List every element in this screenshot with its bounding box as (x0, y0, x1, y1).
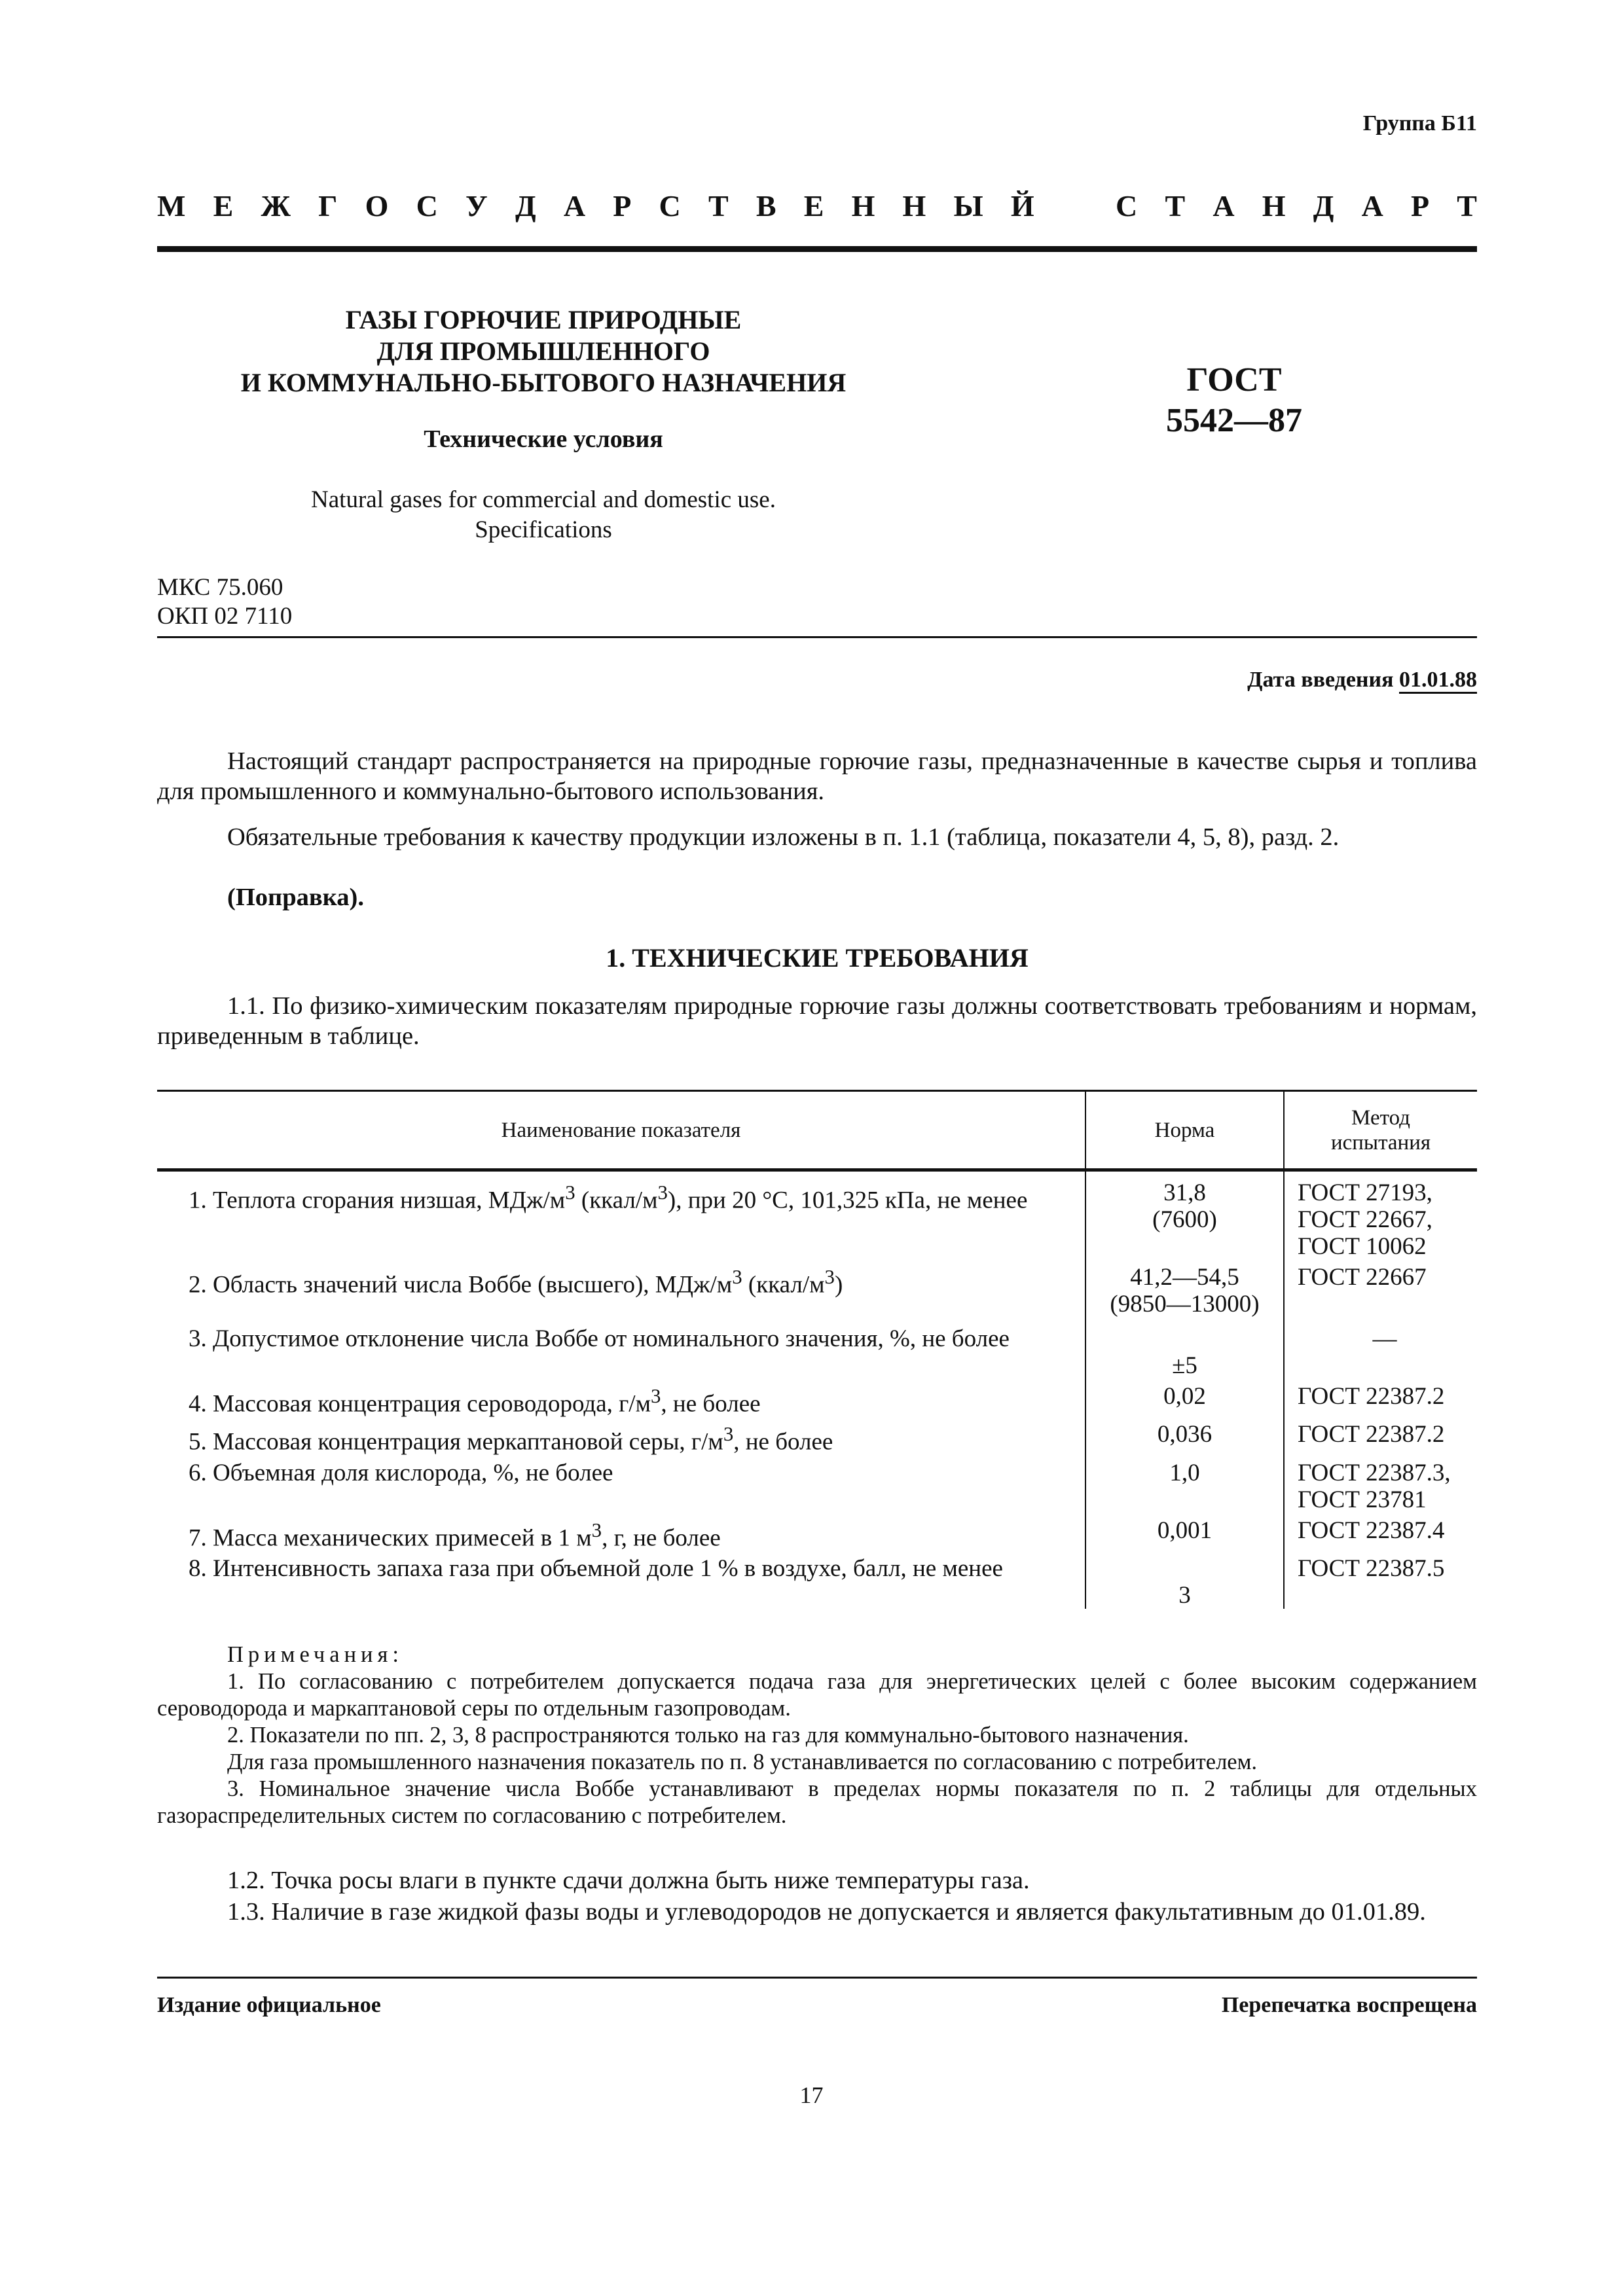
note-2b: Для газа промышленного назначения показатель по п. 8 устанавливается по согласованию с потребителем. (227, 1749, 1258, 1774)
footer-rule (157, 1977, 1477, 1979)
word-gap (1062, 188, 1088, 223)
subtitle: Технические условия (424, 425, 663, 453)
clause-1-2 (157, 1865, 1477, 1895)
note-2a: 2. Показатели по пп. 2, 3, 8 распространяются только на газ для коммунально-бытового назначения. (227, 1723, 1189, 1748)
section-1-title: 1. ТЕХНИЧЕСКИЕ ТРЕБОВАНИЯ (606, 943, 1029, 973)
title-line-2: ДЛЯ ПРОМЫШЛЕННОГО (376, 336, 710, 366)
letter: Н (851, 189, 875, 223)
row-4-name: 4. Массовая концентрация сероводорода, $г/м^3$, не более (157, 1379, 1085, 1417)
table-row (157, 1260, 1477, 1318)
table-header-row (157, 1091, 1477, 1170)
intro-paragraph-1 (157, 746, 1477, 806)
codes-rule (157, 636, 1477, 638)
okp-code: ОКП 02 7110 (157, 603, 293, 630)
gost-number: 5542—87 (1166, 402, 1302, 439)
letter: Ж (261, 189, 291, 223)
row-3-norm: ±5 (1085, 1318, 1284, 1379)
intro-p2-text: Обязательные требования к качеству продукции изложены в п. 1.1 (таблица, показатели 4, 5, 8), разд. 2. (227, 823, 1340, 851)
letter: А (1361, 189, 1383, 223)
letter: В (756, 189, 776, 223)
header-method-line-1: Метод (1351, 1105, 1410, 1130)
reprint-prohibited: Перепечатка воспрещена (1221, 1993, 1477, 2017)
letter: Н (902, 189, 926, 223)
row-5-name: 5. Массовая концентрация меркаптановой серы, $г/м^3$, не более (157, 1417, 1085, 1455)
row-2-norm: 41,2—54,5 (9850—13000) (1085, 1260, 1284, 1318)
letter: Д (1313, 189, 1334, 223)
row-4-method: ГОСТ 22387.2 (1298, 1383, 1445, 1410)
intro-p3-text: (Поправка). (227, 884, 364, 911)
row-5-norm: 0,036 (1085, 1417, 1284, 1455)
classification-codes (157, 573, 292, 631)
page-number: 17 (799, 2082, 824, 2108)
intro-p1-text: Настоящий стандарт распространяется на природные горючие газы, предназначенные в качестве сырья и топлива для промышленного и коммунально-бытового использования. (157, 747, 1477, 805)
row-8-method: ГОСТ 22387.5 (1298, 1554, 1445, 1582)
clause-1-1-text: 1.1. По физико-химическим показателям природные горючие газы должны соответствовать требованиям и нормам, приведенным в таблице. (157, 992, 1477, 1050)
row-8-norm: 3 (1085, 1551, 1284, 1609)
row-1-norm: 31,8 (7600) (1085, 1170, 1284, 1261)
row-6-method: ГОСТ 22387.3, ГОСТ 23781 (1298, 1459, 1451, 1513)
table-row (157, 1513, 1477, 1551)
letter: Т (708, 189, 729, 223)
introduction-date (1247, 668, 1477, 692)
letter: А (563, 189, 586, 223)
header-indicator: Наименование показателя (157, 1091, 1085, 1170)
letter: Т (1165, 189, 1186, 223)
letter: Р (613, 189, 632, 223)
header-norm: Норма (1085, 1091, 1284, 1170)
notes-header: Примечания: (227, 1642, 403, 1667)
letter: Р (1410, 189, 1430, 223)
clause-1-3 (157, 1897, 1477, 1927)
row-2-name: 2. Область значений числа Воббе (высшего), МДж/$м^3$ $(ккал/м^3)$ (157, 1260, 1085, 1318)
row-6-name: 6. Объемная доля кислорода, %, не более (157, 1456, 1085, 1513)
title-line-3: И КОММУНАЛЬНО-БЫТОВОГО НАЗНАЧЕНИЯ (240, 368, 847, 397)
title-block (157, 304, 930, 545)
row-1-name: 1. Теплота сгорания низшая, МДж/$м^3$ $(ккал/м^3)$, при 20 °С, 101,325 кПа, не менее (157, 1170, 1085, 1261)
mks-code: МКС 75.060 (157, 574, 283, 601)
specification-table (157, 1090, 1477, 1609)
row-6-norm: 1,0 (1085, 1456, 1284, 1513)
row-8-name: 8. Интенсивность запаха газа при объемной доле 1 % в воздухе, балл, не менее (157, 1551, 1085, 1609)
header-method-line-2: испытания (1330, 1130, 1431, 1155)
intro-paragraph-2 (157, 822, 1477, 852)
interstate-standard-heading (157, 188, 1477, 223)
letter: С (1116, 189, 1138, 223)
letter: Н (1262, 189, 1286, 223)
letter: Е (213, 189, 234, 223)
english-title (157, 485, 930, 545)
group-code: Группа Б11 (1362, 111, 1477, 135)
table-row (157, 1417, 1477, 1455)
clause-1-3-text: 1.3. Наличие в газе жидкой фазы воды и углеводородов не допускается и является факультативным до 01.01.89. (227, 1898, 1426, 1926)
row-3-method: — (1372, 1325, 1397, 1352)
letter: А (1213, 189, 1235, 223)
letter: М (157, 189, 186, 223)
date-label: Дата введения (1247, 668, 1394, 692)
row-4-norm: 0,02 (1085, 1379, 1284, 1417)
row-3-name: 3. Допустимое отклонение числа Воббе от номинального значения, %, не более (157, 1318, 1085, 1379)
row-2-method: ГОСТ 22667 (1298, 1264, 1427, 1291)
header-method (1284, 1091, 1477, 1170)
note-3: 3. Номинальное значение числа Воббе устанавливают в пределах нормы показателя по п. 2 таблицы для отдельных газораспределительных систем по согласованию с потребителем. (157, 1776, 1477, 1828)
table-row (157, 1170, 1477, 1261)
row-7-method: ГОСТ 22387.4 (1298, 1516, 1445, 1544)
letter: Г (318, 189, 338, 223)
date-value: 01.01.88 (1399, 668, 1477, 692)
letter: Т (1457, 189, 1477, 223)
row-1-method: ГОСТ 27193, ГОСТ 22667, ГОСТ 10062 (1298, 1179, 1432, 1260)
letter: Ы (953, 189, 983, 223)
gost-label: ГОСТ (1186, 361, 1282, 399)
letter: С (416, 189, 438, 223)
row-7-norm: 0,001 (1085, 1513, 1284, 1551)
gost-designation (1126, 360, 1342, 441)
title-line-1: ГАЗЫ ГОРЮЧИЕ ПРИРОДНЫЕ (345, 305, 742, 334)
official-edition: Издание официальное (157, 1993, 381, 2017)
clause-1-2-text: 1.2. Точка росы влаги в пункте сдачи должна быть ниже температуры газа. (227, 1867, 1030, 1894)
table-row (157, 1318, 1477, 1379)
table-row (157, 1379, 1477, 1417)
letter: С (659, 189, 681, 223)
row-7-name: 7. Масса механических примесей в 1 $м^3$, г, не более (157, 1513, 1085, 1551)
letter: Д (515, 189, 536, 223)
letter: Е (803, 189, 824, 223)
note-1: 1. По согласованию с потребителем допускается подача газа для энергетических целей с более высоким содержанием сероводорода и маркаптановой серы по отдельным газопроводам. (157, 1669, 1477, 1721)
letter: У (465, 189, 488, 223)
table-row (157, 1456, 1477, 1513)
notes (157, 1641, 1477, 1829)
letter: О (365, 189, 389, 223)
english-title-line-1: Natural gases for commercial and domestic use. (311, 486, 776, 513)
clause-1-1 (157, 991, 1477, 1051)
intro-paragraph-3 (157, 882, 1477, 912)
table-row (157, 1551, 1477, 1609)
english-title-line-2: Specifications (475, 516, 612, 543)
heading-rule (157, 246, 1477, 252)
letter: Й (1010, 189, 1034, 223)
row-5-method: ГОСТ 22387.2 (1298, 1421, 1445, 1448)
